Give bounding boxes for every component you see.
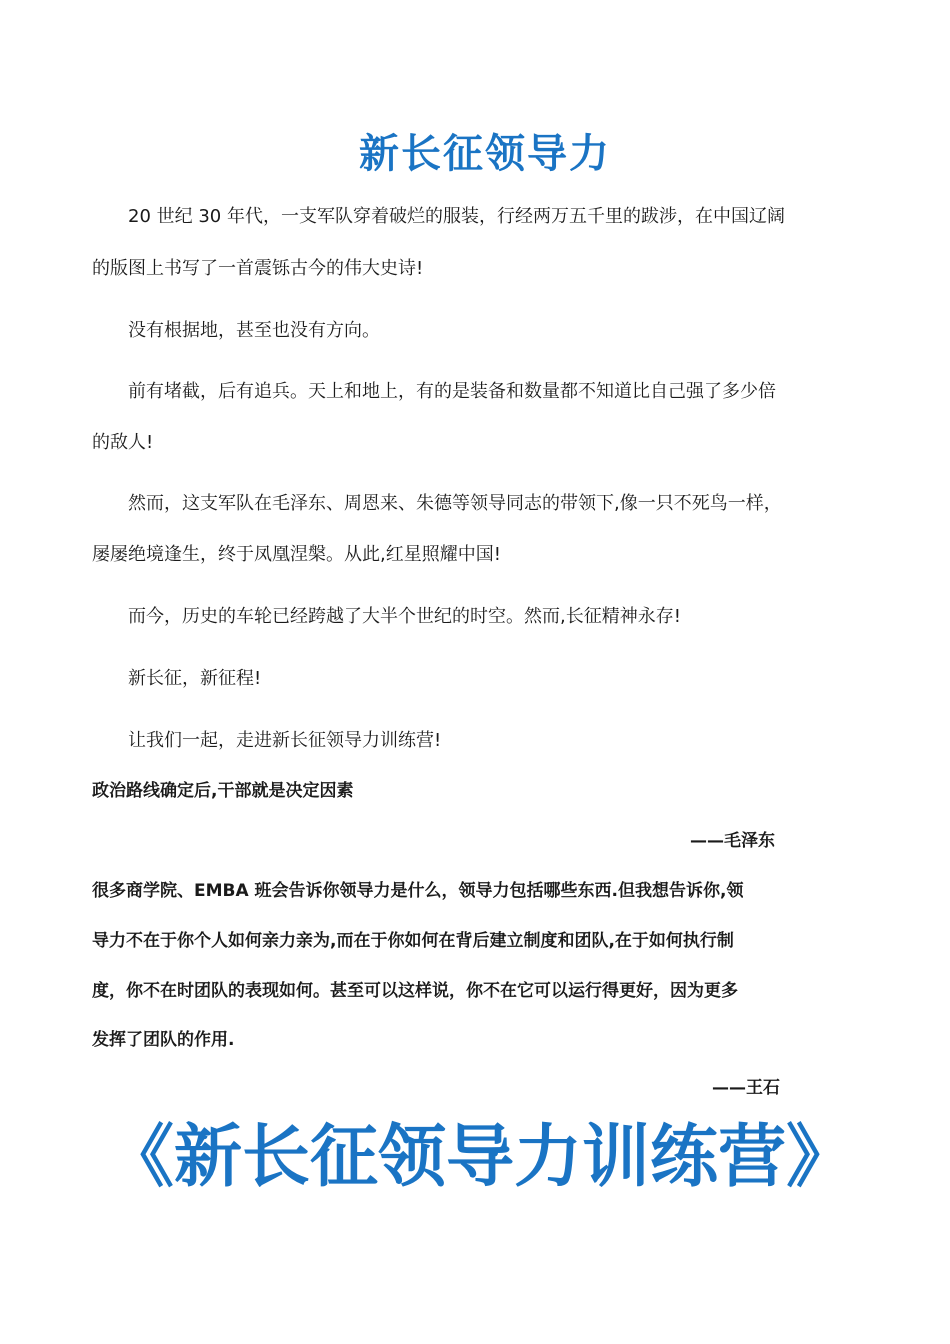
paragraph-3-line-2: 的敌人! [92,432,154,453]
quote-2-line-3: 度，你不在时团队的表现如何。甚至可以这样说，你不在它可以运行得更好，因为更多 [92,981,738,1001]
paragraph-2: 没有根据地，甚至也没有方向。 [128,320,380,341]
quote-2-author: ——王石 [712,1078,780,1098]
footer-title: 《新长征领导力训练营》 [105,1118,854,1197]
quote-1-author: ——毛泽东 [690,831,775,851]
quote-2-line-4: 发挥了团队的作用. [92,1030,235,1050]
paragraph-7: 让我们一起，走进新长征领导力训练营! [128,730,442,751]
paragraph-4-line-1: 然而，这支军队在毛泽东、周恩来、朱德等领导同志的带领下,像一只不死鸟一样， [128,493,782,514]
paragraph-1-line-1: 20 世纪 30 年代，一支军队穿着破烂的服装，行经两万五千里的跋涉，在中国辽阔 [128,206,785,227]
paragraph-6: 新长征，新征程! [128,668,262,689]
paragraph-1-line-2: 的版图上书写了一首震铄古今的伟大史诗! [92,258,424,279]
document-title: 新长征领导力 [359,131,611,177]
paragraph-3-line-1: 前有堵截，后有追兵。天上和地上，有的是装备和数量都不知道比自己强了多少倍 [128,381,776,402]
quote-2-line-2: 导力不在于你个人如何亲力亲为,而在于你如何在背后建立制度和团队,在于如何执行制 [92,931,734,951]
quote-1-text: 政治路线确定后,干部就是决定因素 [92,781,354,801]
quote-2-line-1: 很多商学院、EMBA 班会告诉你领导力是什么，领导力包括哪些东西.但我想告诉你,领 [92,881,744,901]
paragraph-5: 而今，历史的车轮已经跨越了大半个世纪的时空。然而,长征精神永存! [128,606,681,627]
paragraph-4-line-2: 屡屡绝境逢生，终于凤凰涅槃。从此,红星照耀中国! [92,544,501,565]
